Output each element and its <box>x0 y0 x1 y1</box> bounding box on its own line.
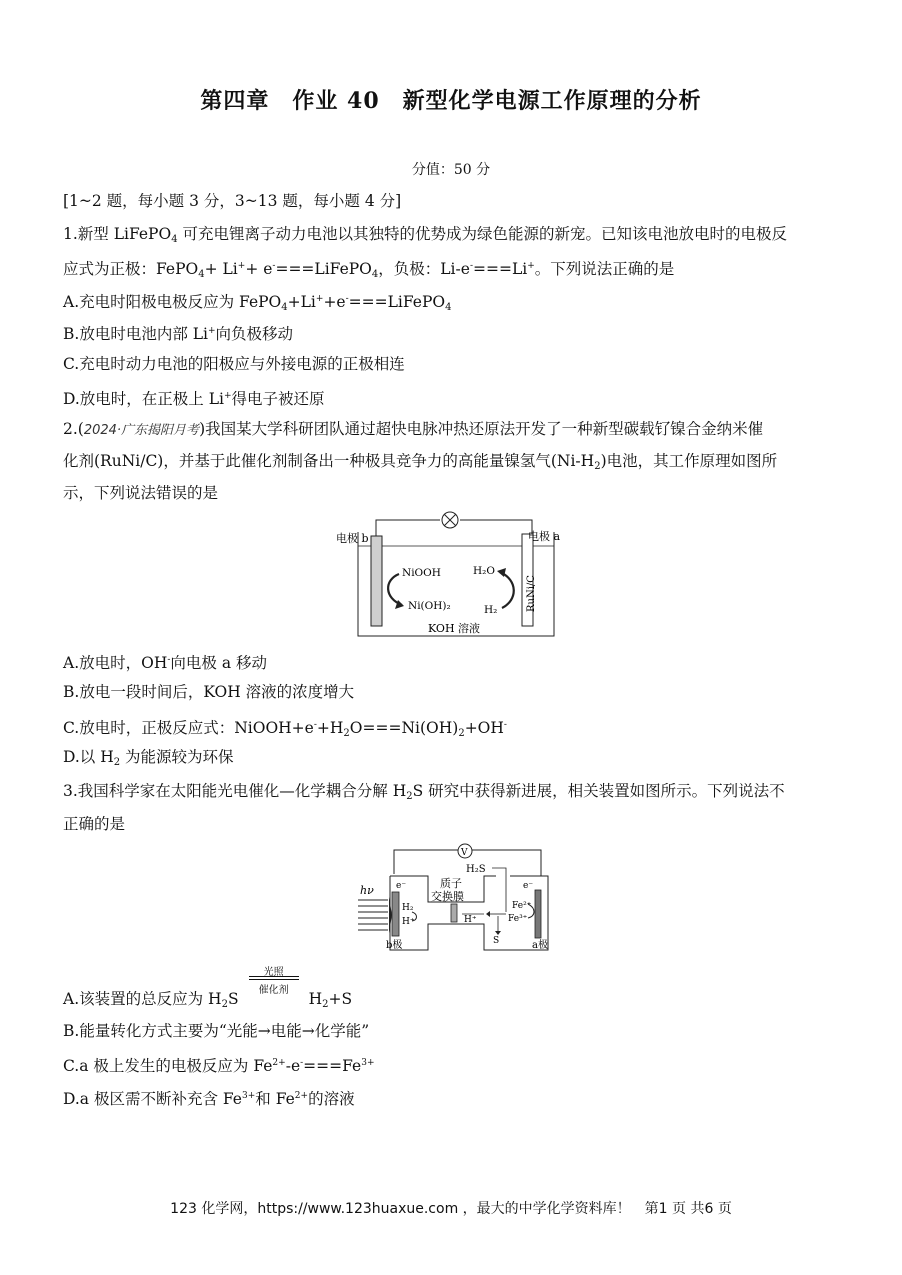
q3-option-a: A.该装置的总反应为 $H_2S$ 光照 催化剂 $H_2+S$ <box>63 967 353 1010</box>
arrow-h2-to-h2o <box>500 572 514 608</box>
q1-option-b: B.放电时电池内部 Li+向负极移动 <box>63 325 294 343</box>
q1-option-d: D.放电时，在正极上 Li+得电子被还原 <box>63 390 325 408</box>
q1-option-c: C.充电时动力电池的阳极应与外接电源的正极相连 <box>63 355 405 373</box>
q2-stem-line1: 2.(2024·广东揭阳月考)我国某大学科研团队通过超快电脉冲热还原法开发了一种新型碳载钌镍合金纳米催 <box>63 420 764 438</box>
q2-option-b: B.放电一段时间后，KOH 溶液的浓度增大 <box>63 683 355 701</box>
fe3-label: Fe³⁺ <box>508 914 528 924</box>
electrode-b-label: 电极 b <box>336 532 369 545</box>
h2s-label: H₂S <box>466 864 486 875</box>
page-title: 第四章 作业 40 新型化学电源工作原理的分析 <box>200 88 702 114</box>
h2o-label: H₂O <box>473 565 495 577</box>
hv-label: hν <box>360 884 374 897</box>
voltmeter-label: V <box>461 848 468 858</box>
h2-label: H₂ <box>402 903 414 913</box>
arrow-niooh-to-nioh2 <box>388 574 402 605</box>
membrane-label-1: 质子 <box>440 877 462 890</box>
q3-stem-line2: 正确的是 <box>63 815 126 833</box>
q2-stem-line3: 示，下列说法错误的是 <box>63 484 219 502</box>
q3-option-b: B.能量转化方式主要为“光能→电能→化学能” <box>63 1022 370 1040</box>
light-rays <box>358 900 388 930</box>
electrode-a-pole <box>535 890 541 938</box>
score-label: 分值：50 分 <box>411 162 491 178</box>
nioh2-label: Ni(OH)₂ <box>408 600 451 612</box>
q2-battery-figure <box>332 510 582 642</box>
fe2-label: Fe²⁺ <box>512 901 532 911</box>
q2-option-a: A.放电时，OH-向电极 a 移动 <box>63 654 268 672</box>
niooh-label: NiOOH <box>402 567 441 579</box>
h2-label: H₂ <box>484 604 498 616</box>
electrode-b-pole <box>392 892 399 936</box>
q2-stem-line2: 化剂(RuNi/C)，并基于此催化剂制备出一种极具竞争力的高能量镍氢气$(Ni-H_2)$电池，其工作原理如图所 <box>63 452 778 472</box>
q2-source-note: 2024·广东揭阳月考 <box>83 423 200 438</box>
membrane-label-2: 交换膜 <box>431 890 464 903</box>
q3-option-c: C.a 极上发生的电极反应为 $Fe^{2+}-e^-===Fe^{3+}$ <box>63 1057 375 1075</box>
koh-label: KOH 溶液 <box>428 622 481 635</box>
q3-stem-line1: 3.我国科学家在太阳能光电催化—化学耦合分解 $H_2S$ 研究中获得新进展，相关装置如图所示。下列说法不 <box>63 782 785 802</box>
q2-option-d: D.以 $H_2$ 为能源较为环保 <box>63 748 234 768</box>
q2-option-c: C.放电时，正极反应式：$NiOOH+e^-+H_2O===Ni(OH)_2+OH^-$ <box>63 719 507 739</box>
q1-option-a: A.充电时阳极电极反应为 FePO$_4$+Li++e-===LiFePO$_4$ <box>63 293 452 313</box>
runic-label: RuNi/C <box>526 575 537 612</box>
sulfur-label: S <box>493 936 500 946</box>
electron-right-label: e⁻ <box>523 881 534 891</box>
electrode-b <box>371 536 382 626</box>
hplus-mid-label: H⁺ <box>464 915 477 925</box>
reaction-condition: 光照 催化剂 <box>245 988 303 1008</box>
q1-stem-line1: 1.新型 LiFePO$_4$ 可充电锂离子动力电池以其独特的优势成为绿色能源的新宠。已知该电池放电时的电极反 <box>63 225 787 245</box>
electron-left-label: e⁻ <box>396 881 407 891</box>
b-pole-label: b极 <box>386 940 403 951</box>
proton-exchange-membrane <box>451 904 457 922</box>
a-pole-label: a极 <box>532 940 548 951</box>
instructions: [1~2 题，每小题 3 分，3~13 题，每小题 4 分] <box>63 192 402 210</box>
q1-stem-line2: 应式为正极：FePO$_4$+ Li++ e-===LiFePO$_4$，负极：Li-e-===Li+。下列说法正确的是 <box>63 260 675 280</box>
page-footer: 123 化学网，https://www.123huaxue.com ，最大的中学化学资料库！ 第1 页 共6 页 <box>170 1201 732 1217</box>
hplus-left-label: H⁺ <box>402 917 415 927</box>
q3-option-d: D.a 极区需不断补充含 $Fe^{3+}$和 $Fe^{2+}$的溶液 <box>63 1090 355 1108</box>
q3-device-figure <box>356 842 554 954</box>
electrode-a-label: 电极 a <box>528 530 561 543</box>
